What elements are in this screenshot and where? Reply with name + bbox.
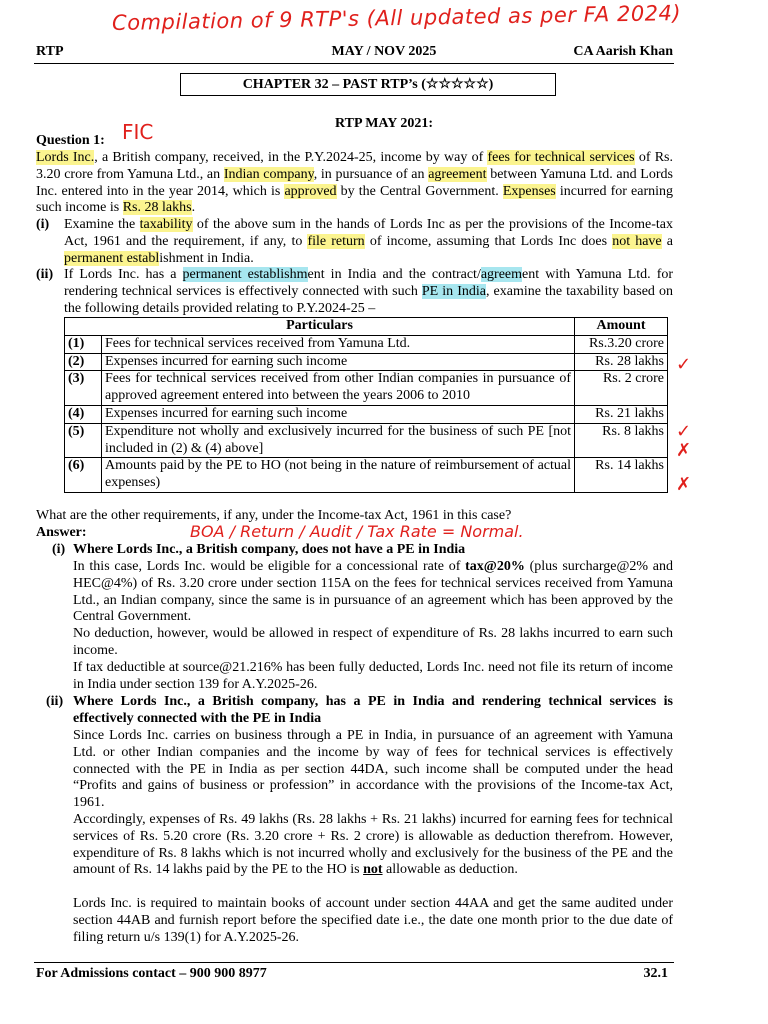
table-row [65,371,668,406]
header-center: MAY / NOV 2025 [331,44,437,59]
header-right: CA Aarish Khan [573,44,673,59]
row-particulars: Expenses incurred for earning such income [102,353,575,371]
row-number: (4) [65,405,102,423]
chapter-title: CHAPTER 32 – PAST RTP’s (☆☆☆☆☆) [180,73,556,96]
answer-ii-heading: Where Lords Inc., a British company, has a PE in India and rendering technical services is effectively connected with the PE in India [73,694,673,726]
answer-i-para-1: In this case, Lords Inc. would be eligible for a concessional rate of tax@20% (plus surcharge@2% and HEC@4%) of Rs. 3.20 crore under section 115A on the fees for technical services received from Yamuna Ltd., an Indian company, since the same is in pursuance of an agreement which has been approved by the Central Government. [73,559,673,625]
answer-label: Answer: [36,525,87,540]
row-particulars: Fees for technical services received from Yamuna Ltd. [102,335,575,353]
answer-ii-para-3: Lords Inc. is required to maintain books of account under section 44AA and get the same audited under section 44AB and furnish report before the specified date i.e., the date one month prior to the due date of filing return u/s 139(1) for A.Y.2025-26. [73,896,673,945]
row-number: (2) [65,353,102,371]
tick-mark: ✓ [676,421,692,442]
table-header-row [65,318,668,336]
question-part-ii: If Lords Inc. has a permanent establishment in India and the contract/agreement with Yamuna Ltd. for rendering technical services is effectively connected with such PE in India, examine the taxability based on the following details provided relating to P.Y.2024-25 – [64,267,674,316]
table-row [65,405,668,423]
row-particulars: Expenses incurred for earning such income [102,405,575,423]
details-table [64,317,668,493]
part-ii-number: (ii) [36,267,54,282]
row-amount: Rs. 2 crore [575,371,668,406]
answer-i-para-2: No deduction, however, would be allowed in respect of expenditure of Rs. 28 lakhs incurred to earn such income. [73,626,673,658]
row-particulars: Fees for technical services received from other Indian companies in pursuance of approved agreement entered into between the years 2006 to 2010 [102,371,575,406]
question-label: Question 1: [36,133,105,148]
cross-mark: ✗ [676,474,692,495]
handwritten-note: BOA / Return / Audit / Tax Rate = Normal. [190,522,524,541]
row-number: (3) [65,371,102,406]
answer-ii-number: (ii) [46,694,64,709]
answer-ii-para-2: Accordingly, expenses of Rs. 49 lakhs (Rs. 28 lakhs + Rs. 21 lakhs) incurred for earning fees for technical services of Rs. 5.20 crore (Rs. 3.20 crore + Rs. 2 crore) is allowable as deduction therefrom. However, expenditure of Rs. 8 lakhs which is not incurred wholly and exclusively for the business of the PE and the amount of Rs. 14 lakhs paid by the PE to the HO is not allowable as deduction. [73,812,673,878]
question-intro: Lords Inc., a British company, received, in the P.Y.2024-25, income by way of fees for technical services of Rs. 3.20 crore from Yamuna Ltd., an Indian company, in pursuance of an agreement between Yamuna Ltd. and Lords Inc. entered into in the year 2014, which is approved by the Central Government. Expenses incurred for earning such income is Rs. 28 lakhs. [36,150,674,216]
table-row [65,353,668,371]
answer-ii-para-1: Since Lords Inc. carries on business through a PE in India, in pursuance of an agreement with Yamuna Ltd. or other Indian companies and the income by way of fees for technical services is effectively connected with the PE in India as per section 44DA, such income shall be computed under the head “Profits and gains of business or profession” in accordance with the provisions of the Income-tax Act, 1961. [73,728,673,811]
header-left: RTP [36,44,64,59]
table-row [65,458,668,493]
question-closing: What are the other requirements, if any, under the Income-tax Act, 1961 in this case? [36,508,512,523]
row-number: (5) [65,423,102,458]
answer-i-para-3: If tax deductible at source@21.216% has been fully deducted, Lords Inc. need not file its return of income in India under section 139 for A.Y.2025-26. [73,660,673,692]
row-amount: Rs. 8 lakhs [575,423,668,458]
answer-i-heading: Where Lords Inc., a British company, does not have a PE in India [73,542,466,557]
row-number: (1) [65,335,102,353]
answer-i-number: (i) [52,542,66,557]
cross-mark: ✗ [676,440,692,461]
footer-contact: For Admissions contact – 900 900 8977 [36,966,267,981]
row-amount: Rs. 14 lakhs [575,458,668,493]
part-i-number: (i) [36,217,50,232]
handwritten-fic: FIC [122,120,154,144]
row-amount: Rs. 28 lakhs [575,353,668,371]
table-header-amount: Amount [575,318,668,336]
row-number: (6) [65,458,102,493]
question-part-i: Examine the taxability of the above sum in the hands of Lords Inc as per the provisions of the Income-tax Act, 1961 and the requirement, if any, to file return of income, assuming that Lords Inc does not have a permanent establishment in India. [64,217,673,266]
page-number: 32.1 [643,966,668,981]
handwritten-title: Compilation of 9 RTP's (All updated as per FA 2024) [111,1,682,35]
table-row [65,335,668,353]
tick-mark: ✓ [676,354,692,375]
row-amount: Rs. 21 lakhs [575,405,668,423]
header-rule [34,63,674,64]
footer-rule [34,962,674,963]
rtp-heading: RTP MAY 2021: [334,116,434,131]
row-particulars: Amounts paid by the PE to HO (not being in the nature of reimbursement of actual expenses) [102,458,575,493]
table-header-particulars: Particulars [65,318,575,336]
row-amount: Rs.3.20 crore [575,335,668,353]
row-particulars: Expenditure not wholly and exclusively incurred for the business of such PE [not included in (2) & (4) above] [102,423,575,458]
table-row [65,423,668,458]
